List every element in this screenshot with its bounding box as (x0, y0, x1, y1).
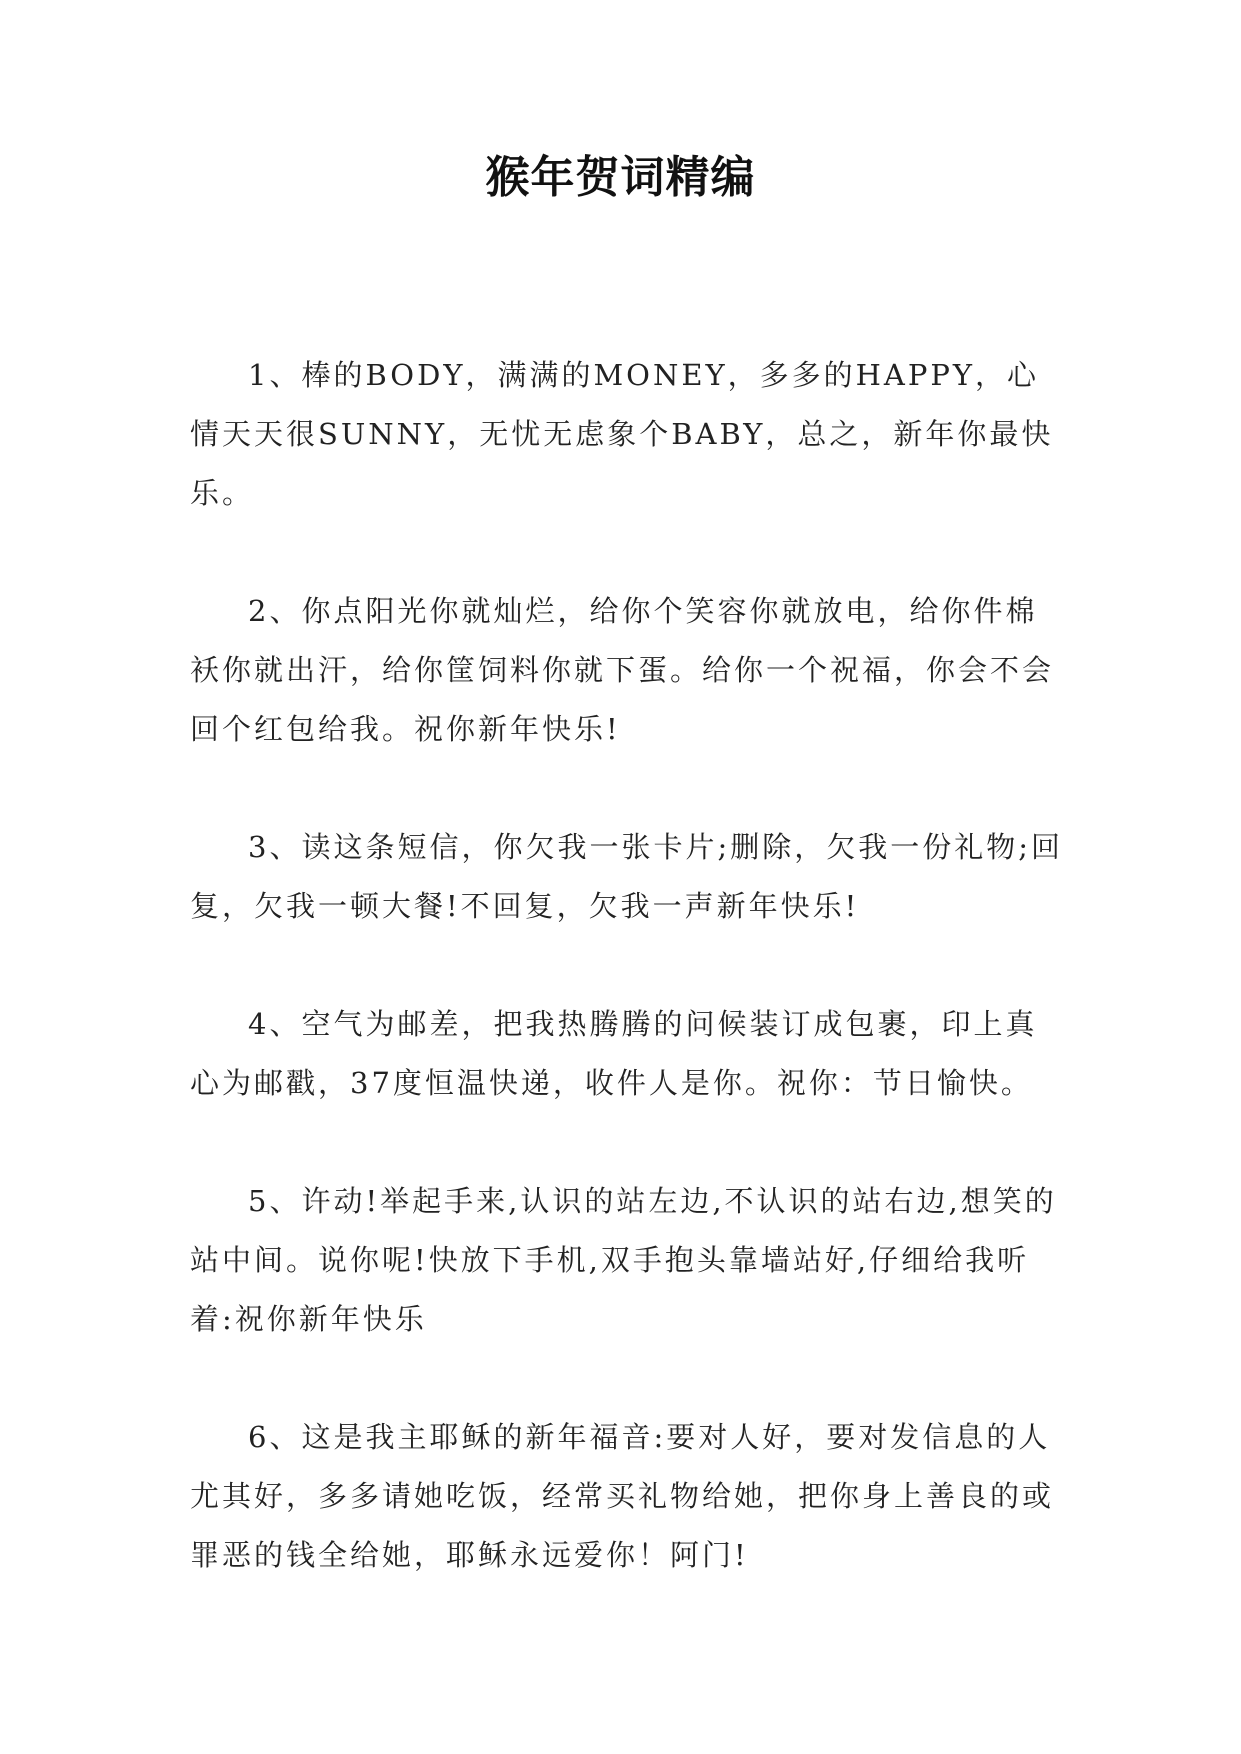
paragraph-1: 1、棒的BODY，满满的MONEY，多多的HAPPY，心情天天很SUNNY，无忧无虑象个BABY，总之，新年你最快乐。 (190, 358, 1054, 510)
document-body (190, 346, 1065, 1644)
paragraph-6: 6、这是我主耶稣的新年福音:要对人好，要对发信息的人尤其好，多多请她吃饭，经常买礼物给她，把你身上善良的或罪恶的钱全给她，耶稣永远爱你！阿门! (190, 1420, 1055, 1572)
paragraph-5: 5、许动!举起手来,认识的站左边,不认识的站右边,想笑的站中间。说你呢!快放下手机,双手抱头靠墙站好,仔细给我听着:祝你新年快乐 (190, 1184, 1057, 1336)
paragraph-4: 4、空气为邮差，把我热腾腾的问候装订成包裹，印上真心为邮戳，37度恒温快递，收件人是你。祝你：节日愉快。 (190, 1007, 1038, 1100)
page-title: 猴年贺词精编 (485, 152, 756, 203)
paragraph-3: 3、读这条短信，你欠我一张卡片;删除，欠我一份礼物;回复，欠我一顿大餐!不回复，欠我一声新年快乐! (190, 830, 1063, 923)
paragraph-2: 2、你点阳光你就灿烂，给你个笑容你就放电，给你件棉袄你就出汗，给你筐饲料你就下蛋。给你一个祝福，你会不会回个红包给我。祝你新年快乐! (190, 594, 1055, 746)
